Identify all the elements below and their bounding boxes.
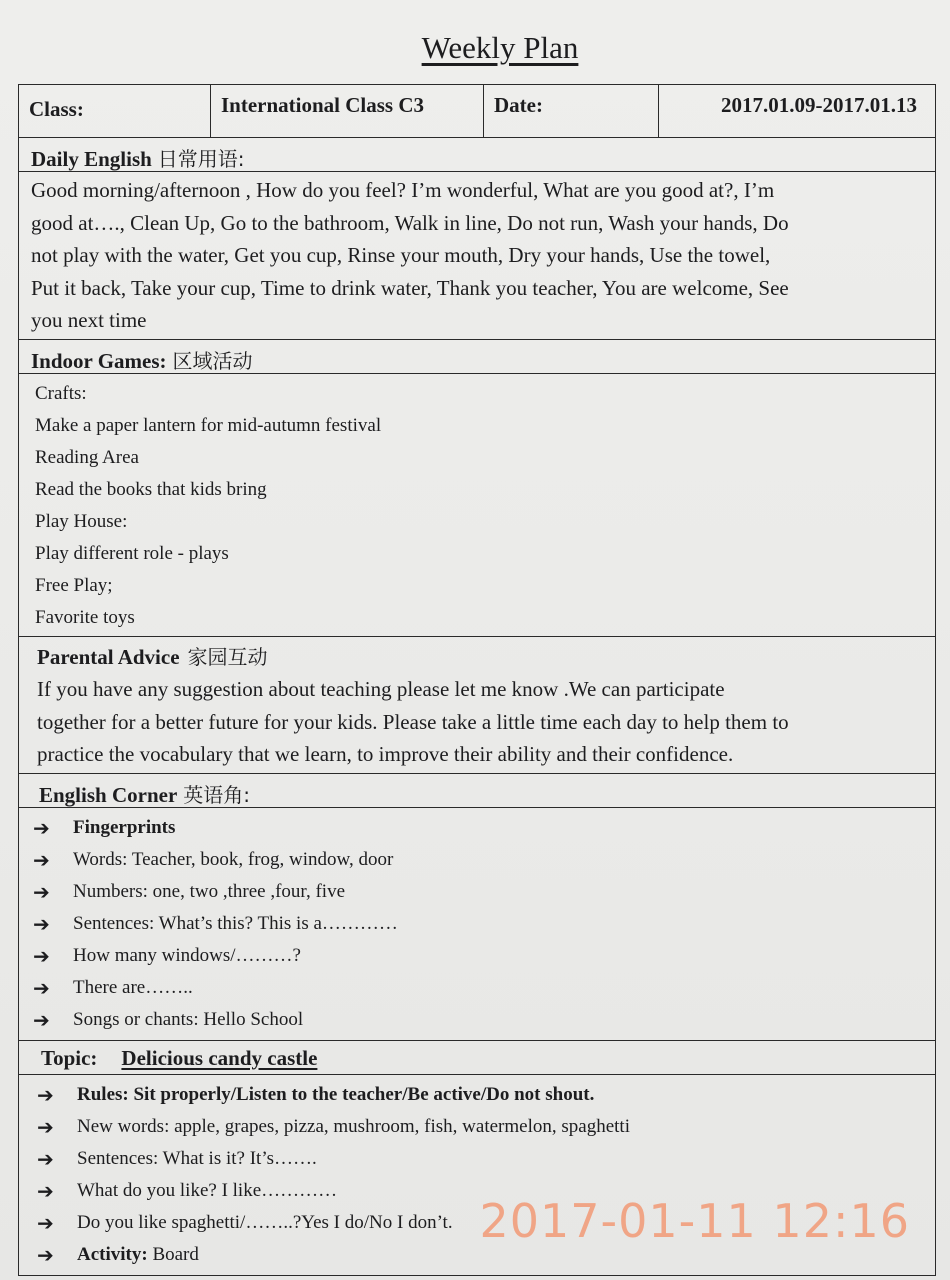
date-value: 2017.01.09-2017.01.13 — [721, 93, 917, 117]
list-item: ➔ What do you like? I like………… — [37, 1175, 921, 1207]
class-label: Class: — [19, 85, 211, 137]
arrow-icon: ➔ — [33, 879, 50, 904]
arrow-icon: ➔ — [37, 1242, 54, 1267]
list-item: ➔ Numbers: one, two ,three ,four, five — [33, 876, 921, 908]
daily-english-line: good at…., Clean Up, Go to the bathroom, Walk in line, Do not run, Wash your hands, Do — [31, 210, 789, 235]
arrow-icon: ➔ — [37, 1146, 54, 1171]
header-row — [19, 85, 935, 138]
indoor-games-heading — [19, 340, 935, 374]
page-title: Weekly Plan — [421, 30, 579, 65]
indoor-games-line: Crafts: — [35, 382, 87, 404]
topic-label: Topic: — [41, 1045, 98, 1070]
daily-english-title-cn: 日常用语: — [157, 147, 245, 171]
parental-advice-title-cn: 家园互动 — [187, 644, 268, 669]
arrow-icon: ➔ — [37, 1114, 54, 1139]
daily-english-line: Put it back, Take your cup, Time to drink water, Thank you teacher, You are welcome, See — [31, 275, 789, 300]
arrow-icon: ➔ — [33, 815, 50, 840]
parental-advice-section — [19, 637, 935, 774]
topic-title: Delicious candy castle — [121, 1045, 318, 1070]
english-corner-title-cn: 英语角: — [183, 782, 251, 807]
indoor-games-title-cn: 区域活动 — [172, 348, 253, 373]
english-corner-heading — [19, 774, 935, 808]
indoor-games-line: Favorite toys — [35, 606, 135, 628]
list-item: ➔ Sentences: What’s this? This is a………… — [33, 908, 921, 940]
arrow-icon: ➔ — [33, 943, 50, 968]
daily-english-line: Good morning/afternoon , How do you feel? I’m wonderful, What are you good at?, I’m — [31, 178, 775, 202]
list-item: ➔ How many windows/………? — [33, 940, 921, 972]
list-item: ➔ New words: apple, grapes, pizza, mushroom, fish, watermelon, spaghetti — [37, 1111, 921, 1143]
parental-advice-line: together for a better future for your kids. Please take a little time each day to help them to — [37, 709, 789, 734]
plan-table — [18, 84, 936, 1276]
parental-advice-heading — [37, 641, 923, 674]
list-item: ➔ Fingerprints — [33, 812, 921, 844]
topic-heading — [19, 1041, 935, 1075]
indoor-games-line: Play House: — [35, 510, 128, 532]
arrow-icon: ➔ — [37, 1178, 54, 1203]
list-item: ➔ Rules: Sit properly/Listen to the teacher/Be active/Do not shout. — [37, 1079, 921, 1111]
parental-advice-title: Parental Advice — [37, 644, 180, 669]
indoor-games-line: Play different role - plays — [35, 542, 229, 564]
list-item: ➔ Songs or chants: Hello School — [33, 1004, 921, 1036]
list-item: ➔ There are…….. — [33, 972, 921, 1004]
indoor-games-line: Read the books that kids bring — [35, 478, 267, 500]
date-label: Date: — [484, 85, 659, 137]
indoor-games-line: Reading Area — [35, 446, 139, 468]
arrow-icon: ➔ — [33, 847, 50, 872]
daily-english-line: you next time — [31, 308, 147, 332]
class-value: International Class C3 — [211, 85, 484, 137]
parental-advice-line: practice the vocabulary that we learn, to improve their ability and their confidence. — [37, 742, 734, 766]
arrow-icon: ➔ — [33, 911, 50, 936]
arrow-icon: ➔ — [33, 975, 50, 1000]
list-item: ➔ Do you like spaghetti/……..?Yes I do/No I don’t. — [37, 1207, 921, 1239]
english-corner-list — [19, 808, 935, 1041]
list-item: ➔ Sentences: What is it? It’s……. — [37, 1143, 921, 1175]
english-corner-title: English Corner — [39, 782, 178, 807]
daily-english-heading — [19, 138, 935, 172]
list-item: ➔ Words: Teacher, book, frog, window, door — [33, 844, 921, 876]
parental-advice-line: If you have any suggestion about teaching please let me know .We can participate — [37, 677, 725, 701]
indoor-games-line: Free Play; — [35, 574, 113, 596]
arrow-icon: ➔ — [37, 1082, 54, 1107]
activity-label: Activity: — [77, 1243, 148, 1265]
arrow-icon: ➔ — [33, 1007, 50, 1032]
indoor-games-line: Make a paper lantern for mid-autumn festival — [35, 414, 382, 436]
daily-english-line: not play with the water, Get you cup, Rinse your mouth, Dry your hands, Use the towel, — [31, 243, 771, 267]
daily-english-title: Daily English — [31, 147, 152, 171]
indoor-games-title: Indoor Games: — [31, 348, 167, 373]
daily-english-body — [19, 172, 935, 340]
activity-value: Board — [152, 1243, 199, 1265]
photo-timestamp: 2017-01-11 12:16 — [479, 1194, 910, 1248]
arrow-icon: ➔ — [37, 1210, 54, 1235]
indoor-games-body — [19, 374, 935, 637]
